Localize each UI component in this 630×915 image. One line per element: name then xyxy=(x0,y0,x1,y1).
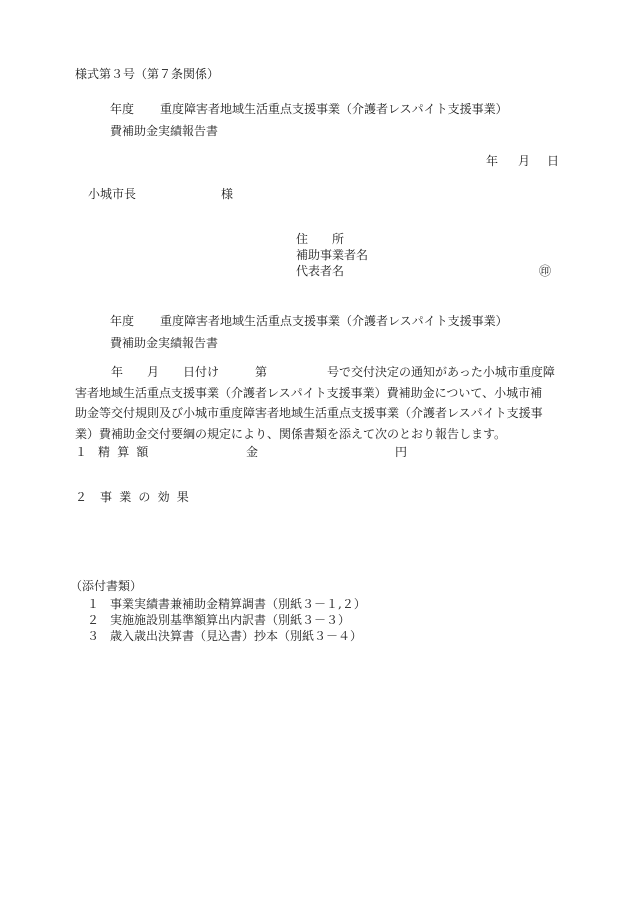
address-label: 住 所 xyxy=(296,232,345,246)
representative-label: 代表者名 xyxy=(296,264,345,278)
form-number: 様式第３号（第７条関係） xyxy=(75,67,220,81)
attachment-text: 歳入歳出決算書（見込書）抄本（別紙３－４） xyxy=(110,629,363,643)
heading-2-year-label: 年度 xyxy=(110,314,135,328)
body-line: 業）費補助金交付要綱の規定により、関係書類を添えて次のとおり報告します。 xyxy=(75,426,507,441)
business-name-label: 補助事業者名 xyxy=(296,248,369,262)
body-paragraph xyxy=(75,366,558,448)
heading-1-year-label: 年度 xyxy=(110,102,135,116)
attachment-text: 事業実績書兼補助金精算調書（別紙３－１,２） xyxy=(110,597,366,611)
attachment-number: １ xyxy=(87,597,100,611)
body-line: 助金等交付規則及び小城市重度障害者地域生活重点支援事業（介護者レスパイト支援事 xyxy=(75,406,543,420)
heading-2-report-name: 費補助金実績報告書 xyxy=(110,336,219,350)
attachment-number: ２ xyxy=(87,613,100,627)
date-month: 月 xyxy=(518,154,531,168)
seal-mark: ㊞ xyxy=(539,264,552,278)
item-1-amount-prefix: 金 xyxy=(246,445,259,459)
item-1-label: 精算額 xyxy=(98,445,156,459)
body-line: 害者地域生活重点支援事業（介護者レスパイト支援事業）費補助金について、小城市補 xyxy=(75,385,543,400)
addressee-name: 小城市長 xyxy=(88,187,137,201)
date-day: 日 xyxy=(547,154,560,168)
attachment-number: ３ xyxy=(87,629,100,643)
date-year: 年 xyxy=(486,154,499,168)
heading-1-project-name: 重度障害者地域生活重点支援事業（介護者レスパイト支援事業） xyxy=(160,102,508,116)
attachments-title: （添付書類） xyxy=(70,579,143,593)
body-line: 年 月 日付け 第 号で交付決定の通知があった小城市重度障 xyxy=(75,365,555,379)
item-2-label: 事業の効果 xyxy=(100,490,197,504)
heading-2-project-name: 重度障害者地域生活重点支援事業（介護者レスパイト支援事業） xyxy=(160,314,508,328)
addressee-honorific: 様 xyxy=(221,187,234,201)
heading-1-report-name: 費補助金実績報告書 xyxy=(110,124,219,138)
item-1-unit: 円 xyxy=(395,445,408,459)
item-2-number: ２ xyxy=(75,490,88,504)
item-1-number: １ xyxy=(75,445,88,459)
attachment-text: 実施施設別基準額算出内訳書（別紙３－３） xyxy=(110,613,351,627)
